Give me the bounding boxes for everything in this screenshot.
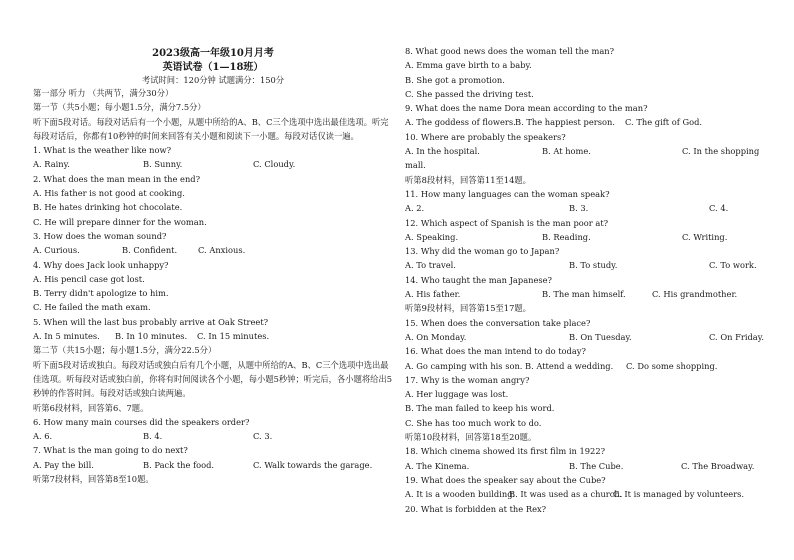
material-note: 听第10段材料，回答第18至20题。 xyxy=(405,432,537,443)
question-3-options xyxy=(33,243,393,257)
option-b: B. It was used as a church. xyxy=(509,489,623,500)
option-c: C. He failed the math exam. xyxy=(33,302,151,313)
option-b: B. Reading. xyxy=(542,231,591,242)
option-c: C. The gift of God. xyxy=(625,117,703,128)
option-a: A. His father. xyxy=(405,289,461,300)
option-b: B. On Tuesday. xyxy=(569,331,632,342)
question-5-options xyxy=(33,329,393,343)
material-note: 听第7段材料，回答第8至10题。 xyxy=(33,474,154,485)
option-c: C. Anxious. xyxy=(198,245,246,256)
option-a: A. Emma gave birth to a baby. xyxy=(405,60,532,71)
question-6: 6. How many main courses did the speakers order? xyxy=(33,416,250,427)
option-b: B. Sunny. xyxy=(143,159,183,170)
option-a: A. Go camping with his son. xyxy=(405,360,523,371)
option-c: C. 3. xyxy=(253,431,273,442)
question-12: 12. Which aspect of Spanish is the man poor at? xyxy=(405,217,609,228)
option-b: B. He hates drinking hot chocolate. xyxy=(33,202,183,213)
question-7: 7. What is the man going to do next? xyxy=(33,445,188,456)
option-c: C. He will prepare dinner for the woman. xyxy=(33,216,207,227)
question-11: 11. How many languages can the woman speak? xyxy=(405,188,610,199)
left-column xyxy=(33,86,393,486)
option-a: A. To travel. xyxy=(405,260,456,271)
option-b: B. At home. xyxy=(542,146,591,157)
option-c: C. In the shopping xyxy=(682,146,760,157)
section-heading: 第一节（共5小题；每小题1.5分，满分7.5分） xyxy=(33,102,206,113)
option-b: B. She got a promotion. xyxy=(405,74,505,85)
option-a: A. Rainy. xyxy=(33,159,70,170)
option-b: B. 4. xyxy=(143,431,163,442)
question-1: 1. What is the weather like now? xyxy=(33,145,172,156)
question-7-options xyxy=(33,458,393,472)
question-3: 3. How does the woman sound? xyxy=(33,230,167,241)
part-heading: 第一部分 听力 （共两节，满分30分） xyxy=(33,88,174,98)
option-c: C. Writing. xyxy=(682,231,728,242)
section-instructions: 听下面5段对话。每段对话后有一个小题，从题中所给的A、B、C三个选项中选出最佳选项。听完每段对话后，你都有10秒钟的时间来回答有关小题和阅读下一小题。每段对话仅读一遍。 xyxy=(33,116,389,141)
option-c: C. It is managed by volunteers. xyxy=(613,489,745,500)
question-16-options xyxy=(405,359,775,373)
question-13-options xyxy=(405,258,775,272)
option-b: B. The man himself. xyxy=(542,289,626,300)
question-9-options xyxy=(405,115,775,129)
question-18: 18. Which cinema showed its first film in 1922? xyxy=(405,446,606,457)
question-4: 4. Why does Jack look unhappy? xyxy=(33,259,169,270)
option-a: A. The goddess of flowers. xyxy=(405,117,516,128)
material-note: 听第9段材料，回答第15至17题。 xyxy=(405,303,531,314)
option-a: A. Her luggage was lost. xyxy=(405,389,509,400)
question-14: 14. Who taught the man Japanese? xyxy=(405,274,553,285)
option-c: C. She passed the driving test. xyxy=(405,88,534,99)
question-6-options xyxy=(33,429,393,443)
question-13: 13. Why did the woman go to Japan? xyxy=(405,246,560,257)
option-a: A. Curious. xyxy=(33,245,80,256)
option-a: A. It is a wooden building. xyxy=(405,489,516,500)
section-instructions: 听下面5段对话或独白。每段对话或独白后有几个小题，从题中所给的A、B、C三个选项中选出最佳选项。听每段对话或独白前，你将有时间阅读各个小题，每小题5秒钟；听完后，各小题将给出5秒钟的作答时间。每段对话或独白读两遍。 xyxy=(33,359,393,399)
option-b: B. Attend a wedding. xyxy=(525,360,614,371)
option-c: C. To work. xyxy=(709,260,757,271)
option-a: A. Speaking. xyxy=(405,231,459,242)
option-c: C. Cloudy. xyxy=(253,159,296,170)
question-5: 5. When will the last bus probably arrive at Oak Street? xyxy=(33,316,269,327)
question-8: 8. What good news does the woman tell the man? xyxy=(405,46,615,56)
option-c: C. Do some shopping. xyxy=(626,360,718,371)
option-c: C. On Friday. xyxy=(709,331,764,342)
option-b: B. To study. xyxy=(569,260,618,271)
question-16: 16. What does the man intend to do today? xyxy=(405,346,586,357)
question-19: 19. What does the speaker say about the Cube? xyxy=(405,474,606,485)
option-c: C. The Broadway. xyxy=(681,460,755,471)
option-c: C. Walk towards the garage. xyxy=(253,459,373,470)
exam-info: 考试时间：120分钟 试题满分：150分 xyxy=(141,75,285,85)
option-c-continued: mall. xyxy=(405,160,426,171)
question-1-options xyxy=(33,157,393,171)
option-b: B. Confident. xyxy=(122,245,178,256)
material-note: 听第8段材料，回答第11至14题。 xyxy=(405,174,531,185)
option-c: C. She has too much work to do. xyxy=(405,417,542,428)
question-19-options xyxy=(405,487,775,501)
option-b: B. Pack the food. xyxy=(143,459,215,470)
question-18-options xyxy=(405,459,775,473)
question-12-options xyxy=(405,230,775,244)
option-c: C. His grandmother. xyxy=(652,289,738,300)
option-a: A. 2. xyxy=(405,203,425,214)
option-a: A. The Kinema. xyxy=(405,460,470,471)
option-c: C. 4. xyxy=(709,203,729,214)
question-20: 20. What is forbidden at the Rex? xyxy=(405,503,547,514)
question-17: 17. Why is the woman angry? xyxy=(405,374,530,385)
question-15: 15. When does the conversation take place? xyxy=(405,317,591,328)
option-a: A. In the hospital. xyxy=(405,146,480,157)
option-b: B. The Cube. xyxy=(569,460,624,471)
option-b: B. In 10 minutes. xyxy=(115,331,188,342)
right-column xyxy=(405,44,775,516)
question-2: 2. What does the man mean in the end? xyxy=(33,173,201,184)
option-b: B. The man failed to keep his word. xyxy=(405,403,555,414)
exam-subtitle: 英语试卷（1—18班） xyxy=(162,62,264,73)
option-b: B. Terry didn't apologize to him. xyxy=(33,288,169,299)
option-a: A. His father is not good at cooking. xyxy=(33,188,185,199)
section-heading: 第二节（共15小题；每小题1.5分，满分22.5分） xyxy=(33,345,217,356)
exam-title: 2023级高一年级10月月考 xyxy=(152,48,274,59)
option-a: A. On Monday. xyxy=(405,331,467,342)
material-note: 听第6段材料，回答第6、7题。 xyxy=(33,402,149,413)
option-b: B. 3. xyxy=(569,203,589,214)
question-10: 10. Where are probably the speakers? xyxy=(405,131,566,142)
question-9: 9. What does the name Dora mean according to the man? xyxy=(405,103,648,114)
question-14-options xyxy=(405,287,775,301)
option-a: A. Pay the bill. xyxy=(33,459,94,470)
option-b: B. The happiest person. xyxy=(515,117,615,128)
option-a: A. His pencil case got lost. xyxy=(33,273,145,284)
question-10-options xyxy=(405,144,775,158)
question-15-options xyxy=(405,330,775,344)
question-11-options xyxy=(405,201,775,215)
option-a: A. 6. xyxy=(33,431,53,442)
option-c: C. In 15 minutes. xyxy=(197,331,270,342)
option-a: A. In 5 minutes. xyxy=(33,331,100,342)
